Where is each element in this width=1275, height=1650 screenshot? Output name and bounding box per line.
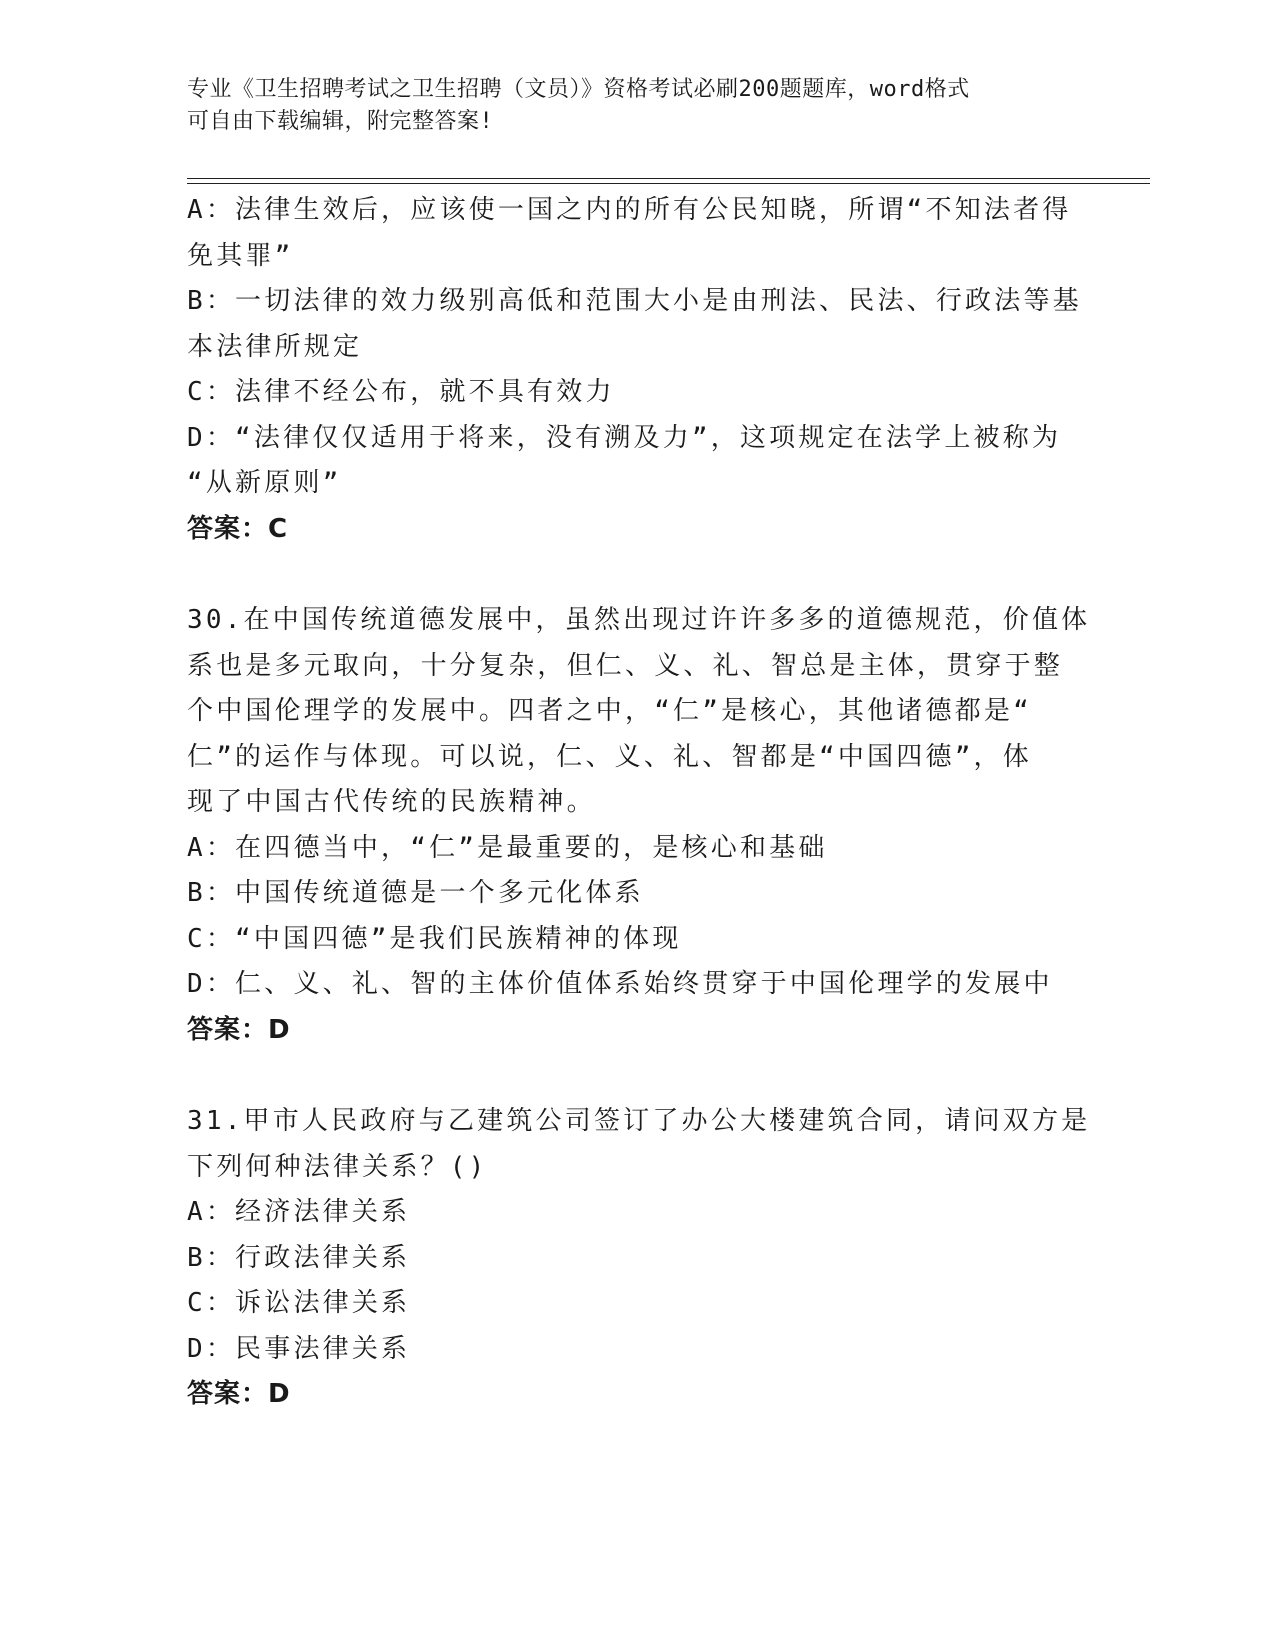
question-stem-line-2: 系也是多元取向，十分复杂，但仁、义、礼、智总是主体，贯穿于整	[187, 650, 1064, 681]
question-stem-line-3: 个中国伦理学的发展中。四者之中，“仁”是核心，其他诸德都是“	[187, 696, 1032, 726]
answer-label: 答案：C	[187, 513, 289, 544]
option-d-line-1: D：仁、义、礼、智的主体价值体系始终贯穿于中国伦理学的发展中	[187, 969, 1053, 999]
header-line-2: 可自由下载编辑，附完整答案!	[187, 109, 494, 134]
option-a-line-1: A：法律生效后，应该使一国之内的所有公民知晓，所谓“不知法者得	[187, 195, 1072, 225]
option-a-line-1: A：经济法律关系	[187, 1197, 411, 1227]
section-spacer	[187, 552, 1082, 598]
option-a-line-2: 免其罪”	[187, 240, 294, 271]
answer-label: 答案：D	[187, 1379, 291, 1409]
option-b-line-1: B：中国传统道德是一个多元化体系	[187, 878, 644, 908]
option-d-line-2: “从新原则”	[187, 468, 342, 498]
answer-label: 答案：D	[187, 1014, 291, 1045]
question-stem-line-4: 仁”的运作与体现。可以说，仁、义、礼、智都是“中国四德”，体	[187, 741, 1032, 772]
option-c-line-1: C：法律不经公布，就不具有效力	[187, 377, 615, 407]
question-stem-line-5: 现了中国古代传统的民族精神。	[187, 787, 596, 817]
option-c-line-1: C：诉讼法律关系	[187, 1288, 411, 1318]
question-29-block	[187, 188, 1082, 552]
option-b-line-2: 本法律所规定	[187, 331, 363, 362]
question-stem-line-1: 31.甲市人民政府与乙建筑公司签订了办公大楼建筑合同，请问双方是	[187, 1106, 1091, 1136]
option-d-line-1: D：民事法律关系	[187, 1333, 411, 1364]
header-rule-bottom	[187, 183, 1150, 184]
document-body	[187, 188, 1091, 1418]
section-spacer	[187, 1053, 1082, 1099]
option-b-line-1: B：行政法律关系	[187, 1242, 411, 1273]
header-line-1: 专业《卫生招聘考试之卫生招聘（文员）》资格考试必刷200题题库，word格式	[187, 77, 970, 102]
option-c-line-1: C：“中国四德”是我们民族精神的体现	[187, 923, 682, 954]
option-a-line-1: A：在四德当中，“仁”是最重要的，是核心和基础	[187, 832, 828, 863]
question-31-block	[187, 1099, 1091, 1418]
question-30-block	[187, 598, 1091, 1053]
question-stem-line-1: 30.在中国传统道德发展中，虽然出现过许许多多的道德规范，价值体	[187, 605, 1091, 635]
header-rule-top	[187, 178, 1150, 179]
option-d-line-1: D：“法律仅仅适用于将来，没有溯及力”，这项规定在法学上被称为	[187, 422, 1062, 453]
option-b-line-1: B：一切法律的效力级别高低和范围大小是由刑法、民法、行政法等基	[187, 286, 1082, 316]
question-stem-line-2: 下列何种法律关系？()	[187, 1151, 488, 1182]
page-header	[187, 74, 1087, 138]
